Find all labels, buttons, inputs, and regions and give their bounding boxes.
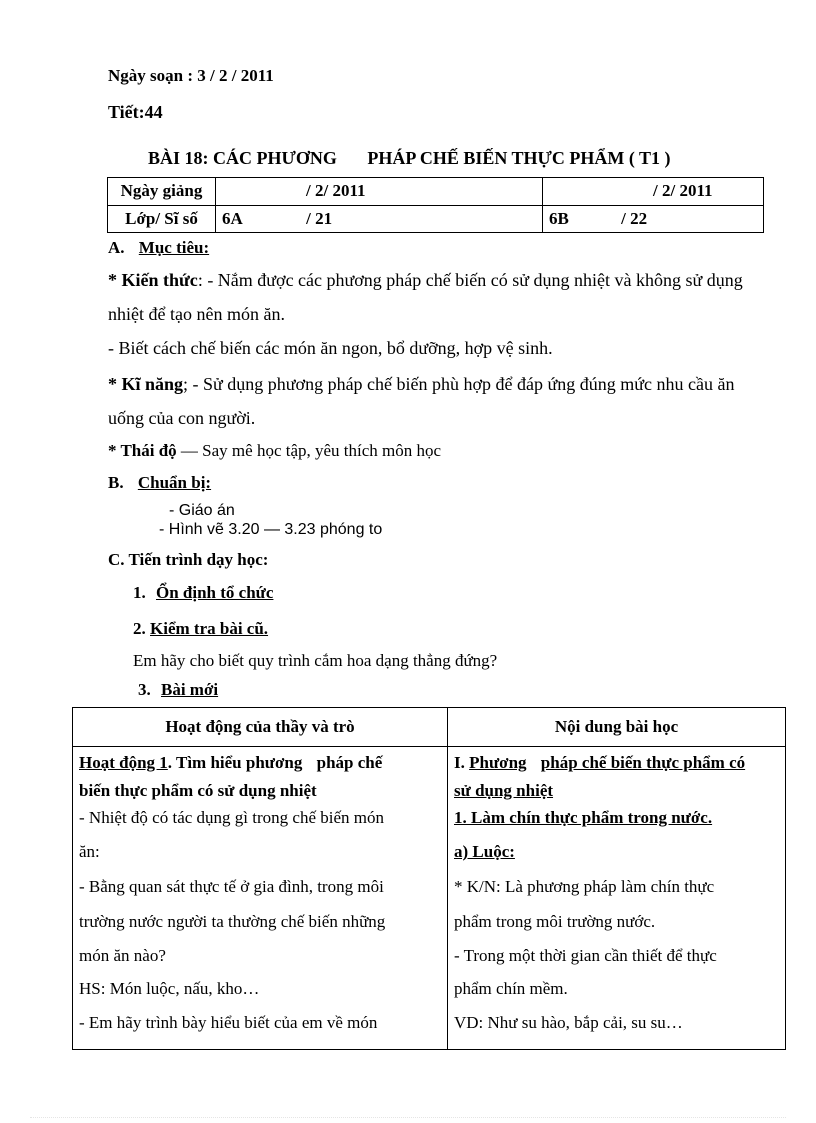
class-6b <box>543 205 764 233</box>
skill-text-1: ; - Sử dụng phương pháp chế biến phù hợp để đáp ứng đúng mức nhu cầu ăn <box>183 374 735 394</box>
content-line-1: * K/N: Là phương pháp làm chín thực <box>454 877 715 896</box>
attitude-label: * Thái độ <box>108 441 177 460</box>
step-3 <box>138 680 218 700</box>
lesson-table <box>72 707 786 1050</box>
content-section-a: Phương <box>469 753 527 772</box>
activity-line-3: - Bằng quan sát thực tế ở gia đình, trong môi <box>79 877 384 896</box>
attendance-row-class <box>108 205 764 233</box>
section-c-heading <box>108 550 268 570</box>
content-cell <box>448 747 786 1050</box>
skill-line-2: uống của con người. <box>108 408 256 428</box>
col-content-header: Nội dung bài học <box>448 708 786 747</box>
knowledge-line-1 <box>108 270 743 291</box>
content-sub-1: 1. Làm chín thực phẩm trong nước. <box>454 808 713 827</box>
col-activities-header: Hoạt động của thầy và trò <box>73 708 448 747</box>
content-section-b: pháp chế biến thực phẩm có <box>540 753 746 772</box>
content-section-line-2: sử dụng nhiệt <box>454 781 554 800</box>
date-label: Ngày giảng <box>108 178 216 206</box>
content-line-2: phẩm trong môi trường nước. <box>454 912 656 931</box>
attendance-row-date <box>108 178 764 206</box>
step-2-num: 2. <box>133 619 146 638</box>
activity-line-7: - Em hãy trình bày hiểu biết của em về món <box>79 1013 378 1032</box>
class-6b-name: 6B <box>549 208 569 228</box>
attitude-line <box>108 441 441 461</box>
step-1-title: Ổn định tổ chức <box>156 583 274 602</box>
step-1-num: 1. <box>133 583 146 602</box>
section-a-title: Mục tiêu: <box>138 238 210 257</box>
lesson-table-header <box>73 708 786 747</box>
step-3-title: Bài mới <box>161 680 219 699</box>
attitude-text: — Say mê học tập, yêu thích môn học <box>176 441 442 460</box>
section-b-title: Chuẩn bị: <box>137 473 212 492</box>
lesson-title-part2: PHÁP CHẾ BIẾN THỰC PHẨM ( T1 ) <box>367 148 671 168</box>
attendance-table <box>107 177 764 233</box>
content-line-5: VD: Như su hào, bắp cải, su su… <box>454 1013 683 1032</box>
activity-line-6: HS: Món luộc, nấu, kho… <box>79 979 260 998</box>
content-sub-1a: a) Luộc: <box>454 842 515 861</box>
knowledge-line-2: nhiệt để tạo nên món ăn. <box>108 304 285 324</box>
lesson-title-part1: BÀI 18: CÁC PHƯƠNG <box>148 148 337 168</box>
date-6b: / 2/ 2011 <box>543 178 764 206</box>
activity-line-4: trường nước người ta thường chế biến những <box>79 912 386 931</box>
knowledge-text-1: : - Nắm được các phương pháp chế biến có sử dụng nhiệt và không sử dụng <box>197 270 743 290</box>
review-question: Em hãy cho biết quy trình cắm hoa dạng thẳng đứng? <box>133 651 498 670</box>
lesson-table-row <box>73 747 786 1050</box>
activity-title-line-1 <box>79 753 382 773</box>
activities-cell <box>73 747 448 1050</box>
content-line-3: - Trong một thời gian cần thiết để thực <box>454 946 717 965</box>
date-6a: / 2/ 2011 <box>216 178 543 206</box>
knowledge-line-3: - Biết cách chế biến các món ăn ngon, bổ dưỡng, hợp vệ sinh. <box>108 338 553 358</box>
activity-title-b: pháp chế <box>316 753 383 772</box>
step-2 <box>133 619 268 639</box>
prep-date: Ngày soạn : 3 / 2 / 2011 <box>108 66 274 85</box>
skill-label: * Kĩ năng <box>108 374 184 394</box>
section-c-title: C. Tiến trình dạy học: <box>108 550 269 569</box>
class-6a-count: / 21 <box>306 208 333 228</box>
prep-item-1: - Giáo án <box>169 502 235 519</box>
step-3-num: 3. <box>138 680 151 699</box>
section-b-num: B. <box>108 473 124 492</box>
activity-line-5: món ăn nào? <box>79 946 166 965</box>
section-b-heading <box>108 473 211 493</box>
section-a-num: A. <box>108 238 125 257</box>
activity-line-1: - Nhiệt độ có tác dụng gì trong chế biến món <box>79 808 384 827</box>
class-6a-name: 6A <box>222 208 242 228</box>
content-line-4: phẩm chín mềm. <box>454 979 568 998</box>
step-2-title: Kiểm tra bài cũ. <box>150 619 269 638</box>
page-bottom-divider <box>30 1117 786 1118</box>
class-label: Lớp/ Sĩ số <box>108 205 216 233</box>
section-a-heading <box>108 238 209 258</box>
knowledge-label: * Kiến thức <box>108 270 198 290</box>
activity-line-2: ăn: <box>79 842 100 861</box>
skill-line-1 <box>108 374 735 395</box>
content-section-num: I. <box>454 753 465 772</box>
prep-item-2: - Hình vẽ 3.20 — 3.23 phóng to <box>159 521 383 538</box>
activity-label: Hoạt động 1 <box>79 753 168 772</box>
class-6a <box>216 205 543 233</box>
activity-title-a: . Tìm hiểu phương <box>167 753 303 772</box>
content-section-line-1 <box>454 753 745 773</box>
step-1 <box>133 583 273 603</box>
lesson-title <box>148 148 671 169</box>
activity-title-line-2: biến thực phẩm có sử dụng nhiệt <box>79 781 317 800</box>
period: Tiết:44 <box>108 102 163 122</box>
class-6b-count: / 22 <box>621 208 648 228</box>
